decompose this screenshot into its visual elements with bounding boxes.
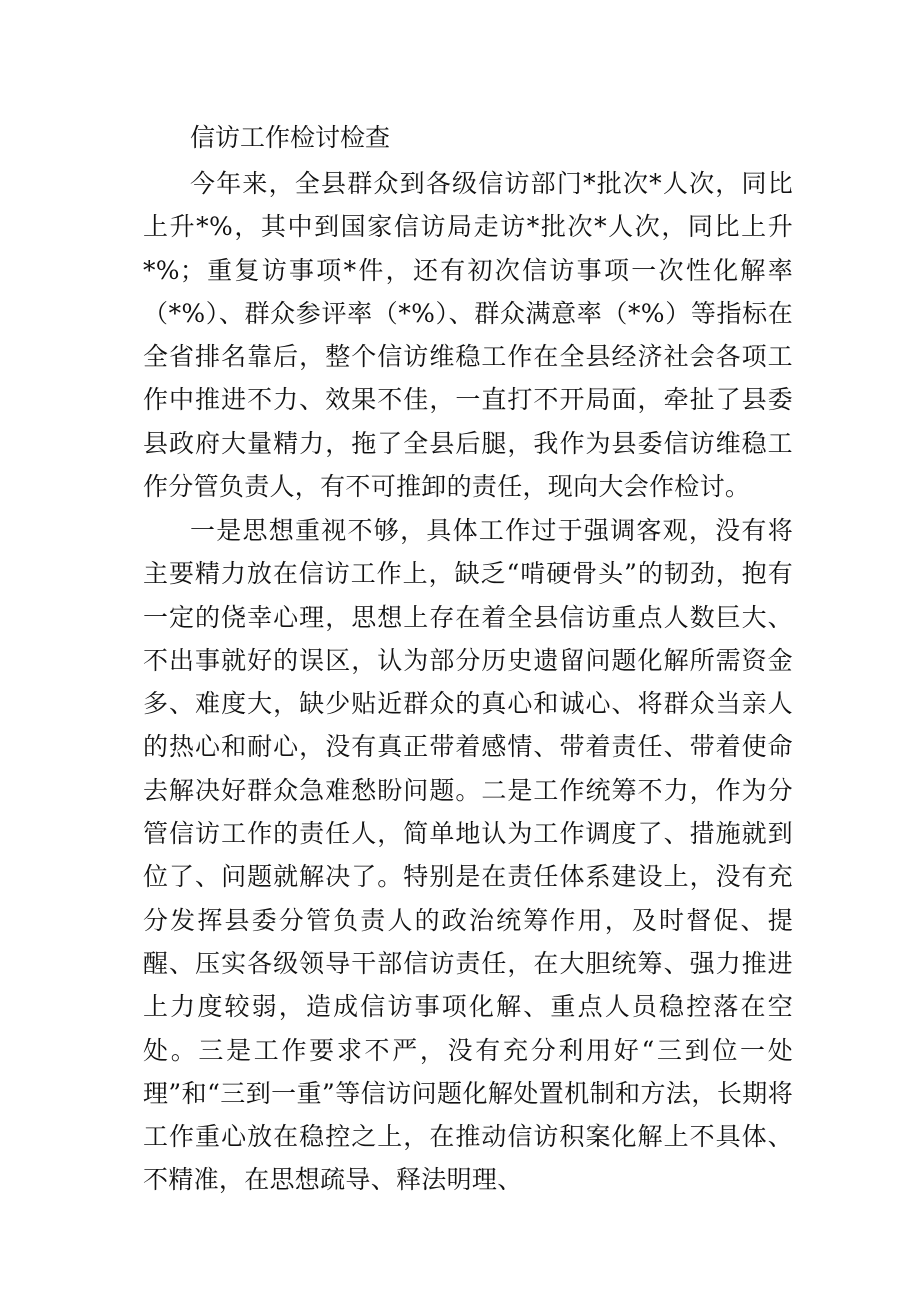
paragraph-intro: 今年来，全县群众到各级信访部门*批次*人次，同比上升*%，其中到国家信访局走访*批次*人次，同比上升*%；重复访事项*件，还有初次信访事项一次性化解率（*%）、群众参评率（*%）、群众满意率（*%）等指标在全省排名靠后，整个信访维稳工作在全县经济社会各项工作中推进不力、效果不佳，一直打不开局面，牵扯了县委县政府大量精力，拖了全县后腿，我作为县委信访维稳工作分管负责人，有不可推卸的责任，现向大会作检讨。: [143, 169, 793, 502]
document-title: 信访工作检讨检查: [190, 123, 391, 152]
paragraph-problems: 一是思想重视不够，具体工作过于强调客观，没有将主要精力放在信访工作上，缺乏“啃硬骨头”的韧劲，抱有一定的侥幸心理，思想上存在着全县信访重点人数巨大、不出事就好的误区，认为部分历史遗留问题化解所需资金多、难度大，缺少贴近群众的真心和诚心、将群众当亲人的热心和耐心，没有真正带着感情、带着责任、带着使命去解决好群众急难愁盼问题。二是工作统筹不力，作为分管信访工作的责任人，简单地认为工作调度了、措施就到位了、问题就解决了。特别是在责任体系建设上，没有充分发挥县委分管负责人的政治统筹作用，及时督促、提醒、压实各级领导干部信访责任，在大胆统筹、强力推进上力度较弱，造成信访事项化解、重点人员稳控落在空处。三是工作要求不严，没有充分利用好“三到位一处理”和“三到一重”等信访问题化解处置机制和方法，长期将工作重心放在稳控之上，在推动信访积案化解上不具体、不精准，在思想疏导、释法明理、: [143, 516, 793, 1195]
